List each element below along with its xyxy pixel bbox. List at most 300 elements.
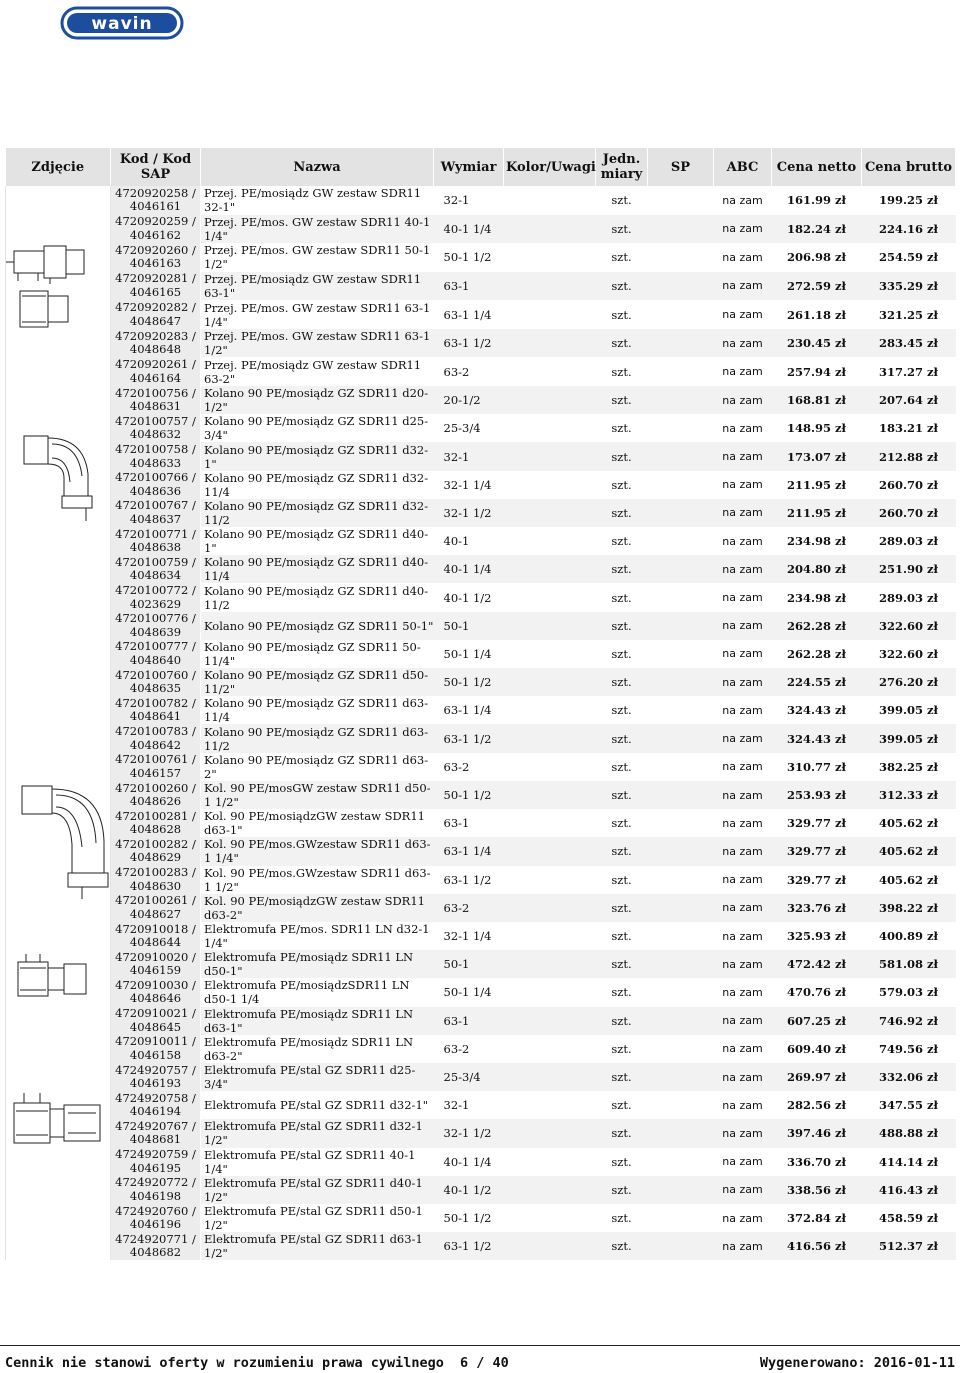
cell-netto: 230.45 zł [772, 329, 862, 358]
cell-code: 4720910021 / 4048645 [111, 1007, 201, 1035]
cell-sp [648, 753, 714, 781]
cell-kolor [504, 950, 596, 978]
cell-abc: na zam [714, 978, 772, 1006]
cell-netto: 325.93 zł [772, 922, 862, 950]
cell-abc: na zam [714, 442, 772, 470]
cell-dim: 50-1 1/2 [434, 668, 504, 696]
price-table [5, 148, 956, 1260]
page-footer [0, 1345, 960, 1373]
cell-netto: 148.95 zł [772, 414, 862, 442]
cell-name: Elektromufa PE/mosiądz SDR11 LN d50-1" [201, 950, 434, 978]
cell-name: Kolano 90 PE/mosiądz GZ SDR11 d63-2" [201, 753, 434, 781]
cell-name: Kol. 90 PE/mos.GWzestaw SDR11 d63-1 1/4" [201, 837, 434, 865]
cell-name: Przej. PE/mos. GW zestaw SDR11 63-1 1/4" [201, 300, 434, 329]
cell-netto: 472.42 zł [772, 950, 862, 978]
cell-kolor [504, 1119, 596, 1147]
cell-code: 4720100772 / 4023629 [111, 583, 201, 611]
cell-dim: 63-2 [434, 357, 504, 386]
cell-code: 4720100757 / 4048632 [111, 414, 201, 442]
cell-name: Kolano 90 PE/mosiądz GZ SDR11 d40-11/4 [201, 555, 434, 583]
cell-sp [648, 499, 714, 527]
cell-sp [648, 1176, 714, 1204]
cell-netto: 470.76 zł [772, 978, 862, 1006]
wavin-logo [60, 6, 184, 40]
header-nazwa: Nazwa [201, 148, 434, 186]
cell-abc: na zam [714, 950, 772, 978]
cell-name: Przej. PE/mos. GW zestaw SDR11 63-1 1/2" [201, 329, 434, 358]
table-row [6, 471, 956, 499]
cell-code: 4720920282 / 4048647 [111, 300, 201, 329]
table-row [6, 894, 956, 922]
cell-dim: 40-1 1/4 [434, 215, 504, 244]
cell-name: Elektromufa PE/mos. SDR11 LN d32-1 1/4" [201, 922, 434, 950]
cell-sp [648, 866, 714, 894]
cell-sp [648, 781, 714, 809]
cell-jedn: szt. [596, 1232, 648, 1260]
cell-netto: 204.80 zł [772, 555, 862, 583]
cell-brutto: 322.60 zł [862, 640, 956, 668]
cell-abc: na zam [714, 357, 772, 386]
cell-abc: na zam [714, 1176, 772, 1204]
header-sp: SP [648, 148, 714, 186]
table-row [6, 837, 956, 865]
cell-abc: na zam [714, 837, 772, 865]
cell-kolor [504, 329, 596, 358]
cell-code: 4720100767 / 4048637 [111, 499, 201, 527]
cell-jedn: szt. [596, 300, 648, 329]
cell-name: Elektromufa PE/stal GZ SDR11 d40-1 1/2" [201, 1176, 434, 1204]
cell-brutto: 251.90 zł [862, 555, 956, 583]
cell-kolor [504, 640, 596, 668]
cell-name: Elektromufa PE/mosiądzSDR11 LN d50-1 1/4 [201, 978, 434, 1006]
cell-brutto: 212.88 zł [862, 442, 956, 470]
cell-brutto: 183.21 zł [862, 414, 956, 442]
table-row [6, 583, 956, 611]
cell-name: Elektromufa PE/mosiądz SDR11 LN d63-1" [201, 1007, 434, 1035]
table-row [6, 555, 956, 583]
cell-jedn: szt. [596, 1007, 648, 1035]
cell-dim: 63-1 1/4 [434, 300, 504, 329]
cell-sp [648, 978, 714, 1006]
cell-sp [648, 1148, 714, 1176]
cell-netto: 262.28 zł [772, 612, 862, 640]
cell-abc: na zam [714, 243, 772, 272]
cell-code: 4720100758 / 4048633 [111, 442, 201, 470]
cell-jedn: szt. [596, 357, 648, 386]
cell-sp [648, 1232, 714, 1260]
cell-netto: 416.56 zł [772, 1232, 862, 1260]
cell-kolor [504, 1232, 596, 1260]
table-row [6, 1176, 956, 1204]
cell-netto: 323.76 zł [772, 894, 862, 922]
cell-kolor [504, 357, 596, 386]
cell-abc: na zam [714, 668, 772, 696]
cell-abc: na zam [714, 640, 772, 668]
cell-dim: 63-2 [434, 1035, 504, 1063]
cell-netto: 338.56 zł [772, 1176, 862, 1204]
cell-code: 4720920283 / 4048648 [111, 329, 201, 358]
table-row [6, 696, 956, 724]
cell-jedn: szt. [596, 272, 648, 301]
cell-jedn: szt. [596, 583, 648, 611]
cell-jedn: szt. [596, 668, 648, 696]
cell-jedn: szt. [596, 724, 648, 752]
cell-netto: 324.43 zł [772, 696, 862, 724]
table-row [6, 809, 956, 837]
cell-netto: 324.43 zł [772, 724, 862, 752]
table-row [6, 386, 956, 414]
cell-dim: 40-1 1/4 [434, 555, 504, 583]
cell-dim: 32-1 [434, 1091, 504, 1119]
table-header [6, 148, 956, 186]
cell-dim: 32-1 1/2 [434, 499, 504, 527]
table-row [6, 753, 956, 781]
cell-sp [648, 1204, 714, 1232]
cell-kolor [504, 1204, 596, 1232]
cell-sp [648, 272, 714, 301]
table-row [6, 950, 956, 978]
cell-code: 4720100771 / 4048638 [111, 527, 201, 555]
cell-kolor [504, 300, 596, 329]
cell-netto: 397.46 zł [772, 1119, 862, 1147]
cell-brutto: 398.22 zł [862, 894, 956, 922]
table-row [6, 1007, 956, 1035]
cell-dim: 63-2 [434, 894, 504, 922]
cell-name: Kol. 90 PE/mosiądzGW zestaw SDR11 d63-1" [201, 809, 434, 837]
cell-kolor [504, 866, 596, 894]
cell-abc: na zam [714, 386, 772, 414]
table-row [6, 866, 956, 894]
cell-code: 4720100283 / 4048630 [111, 866, 201, 894]
cell-brutto: 382.25 zł [862, 753, 956, 781]
cell-brutto: 322.60 zł [862, 612, 956, 640]
cell-kolor [504, 837, 596, 865]
cell-abc: na zam [714, 527, 772, 555]
footer-page-number: 6 / 40 [460, 1355, 509, 1371]
cell-name: Kol. 90 PE/mos.GWzestaw SDR11 d63-1 1/2" [201, 866, 434, 894]
cell-abc: na zam [714, 1232, 772, 1260]
cell-abc: na zam [714, 1148, 772, 1176]
cell-kolor [504, 612, 596, 640]
cell-brutto: 458.59 zł [862, 1204, 956, 1232]
table-row [6, 978, 956, 1006]
cell-abc: na zam [714, 300, 772, 329]
cell-brutto: 414.14 zł [862, 1148, 956, 1176]
cell-jedn: szt. [596, 781, 648, 809]
cell-dim: 32-1 1/2 [434, 1119, 504, 1147]
table-row [6, 357, 956, 386]
cell-sp [648, 186, 714, 215]
table-row [6, 329, 956, 358]
header-zdjecie: Zdjęcie [6, 148, 111, 186]
cell-sp [648, 1091, 714, 1119]
cell-brutto: 283.45 zł [862, 329, 956, 358]
cell-sp [648, 640, 714, 668]
header-wymiar: Wymiar [434, 148, 504, 186]
cell-abc: na zam [714, 583, 772, 611]
cell-abc: na zam [714, 272, 772, 301]
cell-dim: 32-1 [434, 442, 504, 470]
cell-name: Kolano 90 PE/mosiądz GZ SDR11 d63-11/4 [201, 696, 434, 724]
cell-jedn: szt. [596, 527, 648, 555]
footer-generated-date: Wygenerowano: 2016-01-11 [759, 1355, 955, 1371]
cell-kolor [504, 527, 596, 555]
cell-kolor [504, 1148, 596, 1176]
cell-netto: 234.98 zł [772, 527, 862, 555]
cell-jedn: szt. [596, 442, 648, 470]
cell-name: Przej. PE/mosiądz GW zestaw SDR11 63-2" [201, 357, 434, 386]
cell-jedn: szt. [596, 1063, 648, 1091]
cell-jedn: szt. [596, 1204, 648, 1232]
cell-brutto: 399.05 zł [862, 724, 956, 752]
cell-code: 4724920760 / 4046196 [111, 1204, 201, 1232]
cell-name: Kolano 90 PE/mosiądz GZ SDR11 d40-11/2 [201, 583, 434, 611]
cell-jedn: szt. [596, 499, 648, 527]
cell-netto: 173.07 zł [772, 442, 862, 470]
cell-abc: na zam [714, 1119, 772, 1147]
table-row [6, 215, 956, 244]
table-row [6, 668, 956, 696]
cell-name: Kolano 90 PE/mosiądz GZ SDR11 d32-11/4 [201, 471, 434, 499]
table-row [6, 781, 956, 809]
cell-name: Kolano 90 PE/mosiądz GZ SDR11 d40-1" [201, 527, 434, 555]
cell-netto: 224.55 zł [772, 668, 862, 696]
cell-code: 4724920758 / 4046194 [111, 1091, 201, 1119]
cell-jedn: szt. [596, 1091, 648, 1119]
cell-dim: 40-1 1/4 [434, 1148, 504, 1176]
cell-sp [648, 1119, 714, 1147]
cell-brutto: 332.06 zł [862, 1063, 956, 1091]
table-row [6, 243, 956, 272]
cell-kolor [504, 781, 596, 809]
cell-name: Elektromufa PE/stal GZ SDR11 d50-1 1/2" [201, 1204, 434, 1232]
cell-name: Kolano 90 PE/mosiądz GZ SDR11 d32-11/2 [201, 499, 434, 527]
cell-jedn: szt. [596, 866, 648, 894]
cell-dim: 63-1 [434, 272, 504, 301]
cell-abc: na zam [714, 894, 772, 922]
cell-jedn: szt. [596, 696, 648, 724]
cell-abc: na zam [714, 471, 772, 499]
cell-netto: 211.95 zł [772, 499, 862, 527]
cell-brutto: 399.05 zł [862, 696, 956, 724]
cell-kolor [504, 186, 596, 215]
cell-kolor [504, 499, 596, 527]
cell-dim: 63-1 1/4 [434, 837, 504, 865]
product-photo [6, 781, 111, 922]
cell-name: Elektromufa PE/stal GZ SDR11 d25-3/4" [201, 1063, 434, 1091]
cell-brutto: 276.20 zł [862, 668, 956, 696]
cell-sp [648, 612, 714, 640]
table-row [6, 1232, 956, 1260]
cell-jedn: szt. [596, 1176, 648, 1204]
header-brutto: Cena brutto [862, 148, 956, 186]
logo-text: wavin [91, 14, 153, 34]
table-row [6, 724, 956, 752]
cell-dim: 40-1 1/2 [434, 1176, 504, 1204]
cell-dim: 63-1 [434, 1007, 504, 1035]
cell-jedn: szt. [596, 329, 648, 358]
cell-sp [648, 471, 714, 499]
cell-brutto: 312.33 zł [862, 781, 956, 809]
cell-sp [648, 809, 714, 837]
cell-sp [648, 555, 714, 583]
cell-jedn: szt. [596, 978, 648, 1006]
cell-dim: 50-1 1/2 [434, 1204, 504, 1232]
cell-dim: 63-1 1/2 [434, 724, 504, 752]
cell-abc: na zam [714, 1007, 772, 1035]
cell-name: Przej. PE/mosiądz GW zestaw SDR11 32-1" [201, 186, 434, 215]
cell-name: Kolano 90 PE/mosiądz GZ SDR11 50-11/4" [201, 640, 434, 668]
cell-code: 4720100776 / 4048639 [111, 612, 201, 640]
cell-kolor [504, 1176, 596, 1204]
cell-name: Kol. 90 PE/mosiądzGW zestaw SDR11 d63-2" [201, 894, 434, 922]
cell-code: 4720100783 / 4048642 [111, 724, 201, 752]
cell-kolor [504, 386, 596, 414]
cell-abc: na zam [714, 499, 772, 527]
cell-name: Elektromufa PE/stal GZ SDR11 d63-1 1/2" [201, 1232, 434, 1260]
cell-code: 4720910011 / 4046158 [111, 1035, 201, 1063]
cell-brutto: 405.62 zł [862, 809, 956, 837]
cell-abc: na zam [714, 1063, 772, 1091]
cell-name: Kolano 90 PE/mosiądz GZ SDR11 d25-3/4" [201, 414, 434, 442]
cell-name: Przej. PE/mos. GW zestaw SDR11 50-1 1/2" [201, 243, 434, 272]
cell-jedn: szt. [596, 1148, 648, 1176]
cell-name: Elektromufa PE/stal GZ SDR11 d32-1 1/2" [201, 1119, 434, 1147]
cell-netto: 206.98 zł [772, 243, 862, 272]
cell-dim: 32-1 1/4 [434, 922, 504, 950]
cell-abc: na zam [714, 329, 772, 358]
cell-jedn: szt. [596, 414, 648, 442]
cell-code: 4720100761 / 4046157 [111, 753, 201, 781]
cell-sp [648, 442, 714, 470]
cell-netto: 282.56 zł [772, 1091, 862, 1119]
cell-dim: 50-1 [434, 950, 504, 978]
cell-dim: 63-1 1/2 [434, 329, 504, 358]
cell-netto: 607.25 zł [772, 1007, 862, 1035]
cell-dim: 40-1 1/2 [434, 583, 504, 611]
cell-brutto: 260.70 zł [862, 471, 956, 499]
cell-jedn: szt. [596, 243, 648, 272]
cell-kolor [504, 272, 596, 301]
cell-abc: na zam [714, 922, 772, 950]
table-row [6, 1063, 956, 1091]
cell-code: 4724920771 / 4048682 [111, 1232, 201, 1260]
cell-netto: 329.77 zł [772, 809, 862, 837]
cell-dim: 32-1 [434, 186, 504, 215]
cell-brutto: 347.55 zł [862, 1091, 956, 1119]
cell-abc: na zam [714, 696, 772, 724]
cell-jedn: szt. [596, 894, 648, 922]
cell-sp [648, 1007, 714, 1035]
cell-netto: 182.24 zł [772, 215, 862, 244]
straight-adapter-image [6, 186, 109, 386]
cell-jedn: szt. [596, 186, 648, 215]
cell-sp [648, 386, 714, 414]
cell-netto: 609.40 zł [772, 1035, 862, 1063]
cell-sp [648, 668, 714, 696]
cell-name: Kolano 90 PE/mosiądz GZ SDR11 50-1" [201, 612, 434, 640]
cell-brutto: 749.56 zł [862, 1035, 956, 1063]
cell-brutto: 335.29 zł [862, 272, 956, 301]
cell-abc: na zam [714, 753, 772, 781]
cell-abc: na zam [714, 1091, 772, 1119]
cell-brutto: 254.59 zł [862, 243, 956, 272]
cell-netto: 336.70 zł [772, 1148, 862, 1176]
cell-sp [648, 922, 714, 950]
cell-brutto: 400.89 zł [862, 922, 956, 950]
cell-jedn: szt. [596, 555, 648, 583]
cell-code: 4720100282 / 4048629 [111, 837, 201, 865]
cell-brutto: 746.92 zł [862, 1007, 956, 1035]
cell-dim: 63-1 1/2 [434, 1232, 504, 1260]
table-row [6, 414, 956, 442]
table-row [6, 186, 956, 215]
cell-abc: na zam [714, 215, 772, 244]
cell-kolor [504, 442, 596, 470]
cell-name: Kolano 90 PE/mosiądz GZ SDR11 d20-1/2" [201, 386, 434, 414]
cell-code: 4720920281 / 4046165 [111, 272, 201, 301]
cell-dim: 25-3/4 [434, 414, 504, 442]
cell-netto: 161.99 zł [772, 186, 862, 215]
cell-brutto: 289.03 zł [862, 583, 956, 611]
cell-dim: 50-1 [434, 612, 504, 640]
cell-netto: 272.59 zł [772, 272, 862, 301]
table-row [6, 640, 956, 668]
cell-dim: 63-1 [434, 809, 504, 837]
cell-sp [648, 243, 714, 272]
cell-sp [648, 724, 714, 752]
cell-netto: 310.77 zł [772, 753, 862, 781]
cell-code: 4720920259 / 4046162 [111, 215, 201, 244]
cell-dim: 63-1 1/4 [434, 696, 504, 724]
cell-netto: 211.95 zł [772, 471, 862, 499]
header-netto: Cena netto [772, 148, 862, 186]
cell-kolor [504, 894, 596, 922]
cell-sp [648, 357, 714, 386]
cell-netto: 234.98 zł [772, 583, 862, 611]
cell-brutto: 512.37 zł [862, 1232, 956, 1260]
cell-code: 4720100782 / 4048641 [111, 696, 201, 724]
cell-kolor [504, 922, 596, 950]
cell-dim: 50-1 1/2 [434, 781, 504, 809]
cell-netto: 372.84 zł [772, 1204, 862, 1232]
cell-abc: na zam [714, 612, 772, 640]
cell-code: 4724920772 / 4046198 [111, 1176, 201, 1204]
table-row [6, 1091, 956, 1119]
cell-dim: 50-1 1/2 [434, 243, 504, 272]
cell-sp [648, 329, 714, 358]
cell-code: 4720100260 / 4048626 [111, 781, 201, 809]
cell-name: Elektromufa PE/mosiądz SDR11 LN d63-2" [201, 1035, 434, 1063]
cell-kolor [504, 1091, 596, 1119]
cell-code: 4720100760 / 4048635 [111, 668, 201, 696]
cell-name: Kol. 90 PE/mosGW zestaw SDR11 d50-1 1/2" [201, 781, 434, 809]
cell-code: 4720100756 / 4048631 [111, 386, 201, 414]
cell-abc: na zam [714, 555, 772, 583]
cell-jedn: szt. [596, 471, 648, 499]
cell-netto: 253.93 zł [772, 781, 862, 809]
cell-abc: na zam [714, 186, 772, 215]
cell-netto: 329.77 zł [772, 866, 862, 894]
cell-jedn: szt. [596, 215, 648, 244]
cell-kolor [504, 583, 596, 611]
cell-brutto: 488.88 zł [862, 1119, 956, 1147]
cell-netto: 261.18 zł [772, 300, 862, 329]
cell-kolor [504, 696, 596, 724]
cell-name: Przej. PE/mosiądz GW zestaw SDR11 63-1" [201, 272, 434, 301]
header-jedn: Jedn. miary [596, 148, 648, 186]
product-photo [6, 186, 111, 386]
